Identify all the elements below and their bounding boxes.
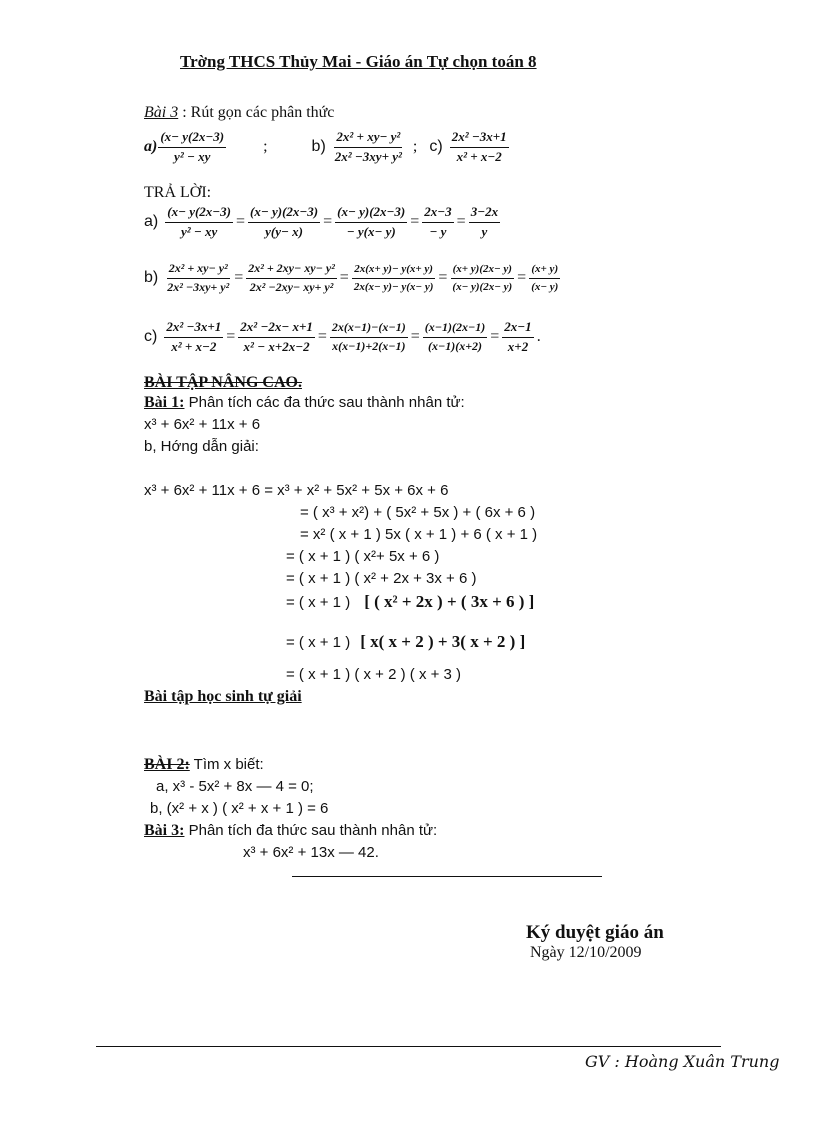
answer-title: TRẢ LỜI: — [144, 184, 212, 201]
exercise3-items — [144, 130, 510, 165]
answer-c-frac: $\frac{2x(x-1)-(x-1)}{x(x-1)+2(x-1)}$ — [331, 320, 406, 353]
solution-line-7-bracket: [ x( x + 2 ) + 3( x + 2 ) ] — [360, 632, 526, 651]
solution-line-5: = ( x + 1 ) ( x² + 2x + 3x + 6 ) — [286, 570, 477, 587]
equals: = — [438, 269, 448, 287]
signature-title: Ký duyệt giáo án — [526, 922, 664, 943]
equals: = — [234, 269, 244, 287]
equals: = — [339, 269, 349, 287]
bai2-b: b, (x² + x ) ( x² + x + 1 ) = 6 — [150, 800, 329, 817]
answer-a-frac: $\frac{3-2x}{y}$ — [470, 204, 499, 239]
equals: = — [410, 213, 420, 231]
footer-teacher: GV : Hoàng Xuân Trung — [585, 1052, 780, 1071]
bai3-poly: x³ + 6x² + 13x — 42. — [243, 844, 379, 861]
advanced-poly: x³ + 6x² + 11x + 6 — [144, 416, 261, 433]
answer-a-frac: $\frac{2x-3}{- y}$ — [424, 204, 452, 239]
ex3-a-label: a) — [144, 138, 158, 156]
self-study-title: Bài tập học sinh tự giải — [144, 688, 302, 705]
equals: = — [456, 213, 466, 231]
bai2-heading — [144, 756, 264, 774]
advanced-ex1-label: Bài 1: — [144, 394, 185, 411]
ex3-c-label: c) — [429, 138, 443, 156]
bai3-text: Phân tích đa thức sau thành nhân tử: — [184, 822, 438, 839]
solution-line-6-factor: = ( x + 1 ) — [286, 593, 351, 611]
solution-line-7-factor: = ( x + 1 ) — [286, 633, 351, 651]
solution-line-1: x³ + 6x² + 11x + 6 = x³ + x² + 5x² + 5x + 6x + 6 — [144, 482, 449, 499]
answer-c — [144, 320, 543, 355]
advanced-title: BÀI TẬP NÂNG CAO. — [144, 374, 302, 391]
answer-a-frac: $\frac{(x- y)(2x-3)}{- y(x- y)}$ — [337, 204, 406, 239]
equals: = — [317, 328, 327, 346]
answer-b-frac: $\frac{(x+ y)}{(x- y)}$ — [531, 263, 559, 293]
exercise3-label: Bài 3 — [144, 104, 179, 121]
ex3-c-fraction: $\frac{\text{2x² −3x+1}}{\text{x² + x−2}}$ — [451, 129, 507, 164]
answer-c-frac: $\frac{\text{2x² −2x− x+1}}{\text{x² − x+2x−2}}$ — [240, 319, 313, 354]
advanced-ex1 — [144, 394, 465, 412]
equals: = — [236, 213, 246, 231]
ex3-sep1: ; — [263, 138, 268, 156]
bai3-heading — [144, 822, 437, 840]
divider-line — [292, 876, 602, 877]
ex3-sep2: ; — [412, 138, 418, 156]
answer-b-frac: $\frac{2x(x+ y)- y(x+ y)}{2x(x- y)- y(x- y)}$ — [353, 263, 434, 293]
bai2-label: BÀI 2: — [144, 756, 190, 773]
bai3-label: Bài 3: — [144, 822, 185, 839]
signature-date: Ngày 12/10/2009 — [530, 944, 642, 961]
equals: = — [226, 328, 236, 346]
solution-line-4: = ( x + 1 ) ( x²+ 5x + 6 ) — [286, 548, 440, 565]
answer-c-frac: $\frac{(x-1)(2x-1)}{(x-1)(x+2)}$ — [424, 320, 486, 353]
ex3-b-label: b) — [311, 138, 326, 156]
answer-b-frac: $\frac{\text{2x² + xy− y²}}{\text{2x² −3xy+ y²}}$ — [167, 261, 230, 294]
exercise3-intro: : Rút gọn các phân thức — [178, 104, 335, 121]
footer-rule — [96, 1046, 721, 1047]
answer-c-frac: $\frac{2x-1}{x+2}$ — [504, 319, 532, 354]
advanced-ex1-text: Phân tích các đa thức sau thành nhân tử: — [184, 394, 465, 411]
answer-c-end: . — [536, 328, 541, 346]
answer-a-frac: $\frac{(x- y(2x-3)}{\text{y² − xy}}$ — [167, 204, 231, 239]
solution-line-2: = ( x³ + x²) + ( 5x² + 5x ) + ( 6x + 6 ) — [300, 504, 536, 521]
solution-line-6-bracket: [ ( x² + 2x ) + ( 3x + 6 ) ] — [364, 592, 535, 611]
bai2-a: a, x³ - 5x² + 8x — 4 = 0; — [156, 778, 314, 795]
solution-line-8: = ( x + 1 ) ( x + 2 ) ( x + 3 ) — [286, 666, 462, 683]
answer-b-frac: $\frac{\text{2x² + 2xy− xy− y²}}{\text{2x² −2xy− xy+ y²}}$ — [248, 261, 335, 294]
solution-line-3: = x² ( x + 1 ) 5x ( x + 1 ) + 6 ( x + 1 ) — [300, 526, 538, 543]
exercise3-heading — [144, 104, 334, 122]
equals: = — [323, 213, 333, 231]
page-header: Trờng THCS Thủy Mai - Giáo án Tự chọn toán 8 — [180, 52, 537, 71]
answer-b-frac: $\frac{(x+ y)(2x- y)}{(x- y)(2x- y)}$ — [452, 263, 513, 293]
solution-line-7 — [286, 632, 525, 652]
equals: = — [490, 328, 500, 346]
ex3-a-fraction: $\frac{(x- y(2x-3)}{\text{y² − xy}}$ — [160, 129, 225, 164]
ex3-b-fraction: $\frac{\text{2x² + xy− y²}}{\text{2x² −3xy+ y²}}$ — [334, 129, 402, 164]
answer-c-label: c) — [144, 328, 158, 346]
equals: = — [410, 328, 420, 346]
answer-b-label: b) — [144, 269, 159, 287]
answer-a — [144, 205, 501, 240]
answer-a-label: a) — [144, 213, 159, 231]
answer-b — [144, 262, 561, 295]
advanced-guide: b, Hớng dẫn giải: — [144, 438, 259, 455]
equals: = — [517, 269, 527, 287]
answer-c-frac: $\frac{\text{2x² −3x+1}}{\text{x² + x−2}}$ — [166, 319, 222, 354]
solution-line-6 — [286, 592, 534, 612]
answer-a-frac: $\frac{(x- y)(2x-3)}{y(y- x)}$ — [250, 204, 319, 239]
bai2-text: Tìm x biết: — [189, 756, 264, 773]
